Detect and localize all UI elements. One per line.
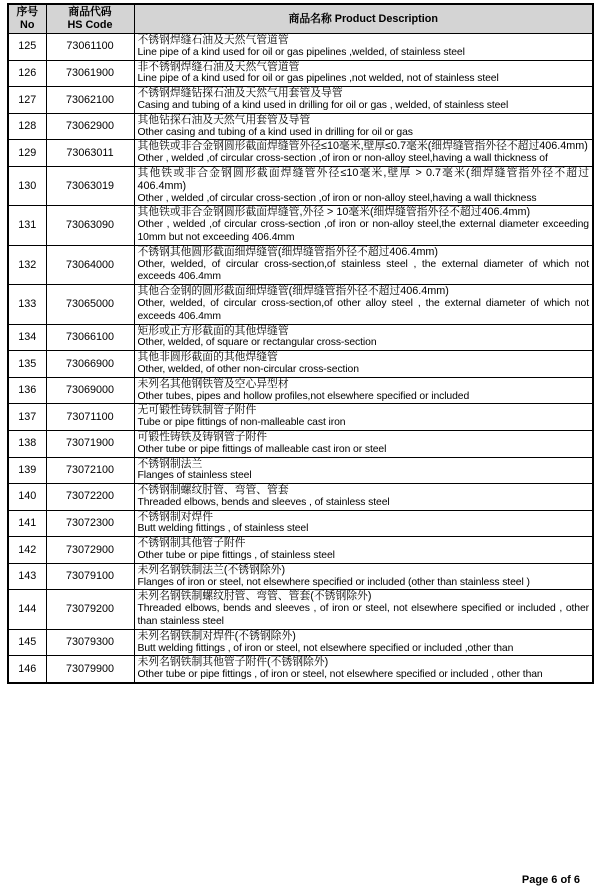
- description-cell: [134, 166, 593, 205]
- table-row: [8, 34, 593, 61]
- hs-code-cell: 73071100: [46, 404, 134, 431]
- description-cell: [134, 113, 593, 140]
- table-row: [8, 113, 593, 140]
- description-chinese: 不锈钢焊缝钻探石油及天然气用套管及导管: [137, 87, 343, 100]
- description-english: Other casing and tubing of a kind used in drilling for oil or gas: [137, 126, 413, 138]
- description-chinese: 不锈钢制法兰: [137, 457, 203, 470]
- description-chinese: 未列名其他钢铁管及空心异型材: [137, 377, 289, 390]
- description-chinese: 其他非圆形截面的其他焊缝管: [137, 351, 278, 364]
- description-chinese: 未列名钢铁制法兰(不锈钢除外): [137, 563, 286, 576]
- description-cell: [134, 206, 593, 245]
- header-no-en: No: [20, 19, 35, 31]
- row-no-cell: 141: [8, 510, 46, 537]
- hs-code-cell: 73062900: [46, 113, 134, 140]
- row-no-cell: 140: [8, 484, 46, 511]
- row-no-cell: 130: [8, 166, 46, 205]
- table-row: [8, 351, 593, 378]
- table-row: [8, 404, 593, 431]
- header-no-cn: 序号: [16, 6, 39, 18]
- description-english: Other , welded ,of circular cross-section ,of iron or non-alloy steel,the external diameter exceeding 10mm but not exceeding 406.4mm: [137, 219, 589, 243]
- table-header: [8, 4, 593, 34]
- description-english: Flanges of stainless steel: [137, 470, 252, 482]
- description-cell: [134, 563, 593, 590]
- row-no-cell: 128: [8, 113, 46, 140]
- hs-code-cell: 73066100: [46, 324, 134, 351]
- table-row: [8, 537, 593, 564]
- description-english: Other , welded ,of circular cross-section ,of iron or non-alloy steel,having a wall thickness of: [137, 153, 548, 165]
- row-no-cell: 143: [8, 563, 46, 590]
- description-chinese: 未列名钢铁制螺纹肘管、弯管、管套(不锈钢除外): [137, 590, 372, 603]
- description-cell: [134, 245, 593, 284]
- description-chinese: 其他铁或非合金钢圆形截面焊缝管外径≤10毫米,壁厚≤0.7毫米(细焊缝管指外径不超过406.4mm): [137, 140, 588, 153]
- row-no-cell: 136: [8, 377, 46, 404]
- table-row: [8, 245, 593, 284]
- hs-code-cell: 73079300: [46, 629, 134, 656]
- table-body: [8, 34, 593, 684]
- hs-code-cell: 73063090: [46, 206, 134, 245]
- description-english: Other, welded, of square or rectangular cross-section: [137, 337, 377, 349]
- hs-code-cell: 73061100: [46, 34, 134, 61]
- description-chinese: 可锻性铸铁及铸钢管子附件: [137, 430, 268, 443]
- description-cell: [134, 656, 593, 683]
- row-no-cell: 135: [8, 351, 46, 378]
- description-cell: [134, 377, 593, 404]
- table-row: [8, 629, 593, 656]
- description-chinese: 其他铁或非合金钢圆形截面焊缝管外径≤10毫米,壁厚 > 0.7毫米(细焊缝管指外径不超过406.4mm): [137, 166, 589, 192]
- description-cell: [134, 34, 593, 61]
- table-row: [8, 510, 593, 537]
- row-no-cell: 131: [8, 206, 46, 245]
- header-code-en: HS Code: [67, 19, 113, 31]
- row-no-cell: 133: [8, 285, 46, 324]
- row-no-cell: 126: [8, 60, 46, 87]
- table-row: [8, 285, 593, 324]
- page-number: Page 6 of 6: [521, 874, 580, 886]
- description-cell: [134, 87, 593, 114]
- description-cell: [134, 285, 593, 324]
- table-row: [8, 140, 593, 167]
- description-chinese: 未列名钢铁制其他管子附件(不锈钢除外): [137, 656, 329, 669]
- table-row: [8, 656, 593, 683]
- description-cell: [134, 60, 593, 87]
- description-english: Flanges of iron or steel, not elsewhere specified or included (other than stainless steel ): [137, 576, 530, 588]
- description-cell: [134, 324, 593, 351]
- description-english: Other, welded, of circular cross-section,of stainless steel , the external diameter of which not exceeds 406.4mm: [137, 258, 589, 283]
- description-english: Butt welding fittings , of iron or steel, not elsewhere specified or included ,other than: [137, 642, 514, 654]
- description-english: Casing and tubing of a kind used in drilling for oil or gas , welded, of stainless steel: [137, 99, 509, 111]
- description-cell: [134, 457, 593, 484]
- document-page: [7, 3, 594, 684]
- description-english: Butt welding fittings , of stainless steel: [137, 523, 309, 535]
- description-chinese: 矩形或正方形截面的其他焊缝管: [137, 324, 289, 337]
- hs-code-cell: 73079200: [46, 590, 134, 629]
- description-chinese: 其他合金钢的圆形截面细焊缝管(细焊缝管指外径不超过406.4mm): [137, 285, 449, 298]
- description-english: Other, welded, of other non-circular cross-section: [137, 363, 359, 375]
- row-no-cell: 125: [8, 34, 46, 61]
- hs-code-cell: 73072900: [46, 537, 134, 564]
- description-chinese: 非不锈钢焊缝石油及天然气管道管: [137, 60, 300, 73]
- description-english: Threaded elbows, bends and sleeves , of stainless steel: [137, 496, 390, 508]
- header-description-label: 商品名称 Product Description: [288, 12, 438, 25]
- description-chinese: 不锈钢制其他管子附件: [137, 537, 246, 550]
- description-english: Threaded elbows, bends and sleeves , of iron or steel, not elsewhere specified or included , other than stainless steel: [137, 603, 589, 628]
- table-row: [8, 60, 593, 87]
- description-chinese: 不锈钢制螺纹肘管、弯管、管套: [137, 484, 289, 497]
- hs-code-cell: 73061900: [46, 60, 134, 87]
- hs-code-cell: 73079100: [46, 563, 134, 590]
- row-no-cell: 145: [8, 629, 46, 656]
- description-cell: [134, 140, 593, 167]
- hs-code-cell: 73069000: [46, 377, 134, 404]
- description-chinese: 未列名钢铁制对焊件(不锈钢除外): [137, 629, 296, 642]
- row-no-cell: 142: [8, 537, 46, 564]
- description-cell: [134, 404, 593, 431]
- description-english: Other tube or pipe fittings , of iron or steel, not elsewhere specified or included , other than: [137, 669, 543, 681]
- description-chinese: 其他钻探石油及天然气用套管及导管: [137, 113, 311, 126]
- description-english: Other tubes, pipes and hollow profiles,not elsewhere specified or included: [137, 390, 470, 402]
- description-cell: [134, 590, 593, 629]
- table-row: [8, 87, 593, 114]
- table-row: [8, 377, 593, 404]
- hs-code-cell: 73072200: [46, 484, 134, 511]
- row-no-cell: 127: [8, 87, 46, 114]
- hs-code-cell: 73062100: [46, 87, 134, 114]
- header-no-cell: [8, 4, 46, 34]
- hs-code-cell: 73064000: [46, 245, 134, 284]
- description-chinese: 无可锻性铸铁制管子附件: [137, 404, 257, 417]
- row-no-cell: 146: [8, 656, 46, 683]
- description-english: Other tube or pipe fittings , of stainless steel: [137, 550, 335, 562]
- description-chinese: 不锈钢制对焊件: [137, 510, 214, 523]
- description-cell: [134, 510, 593, 537]
- table-row: [8, 590, 593, 629]
- description-english: Other , welded ,of circular cross-section ,of iron or non-alloy steel,having a wall thickness: [137, 192, 537, 204]
- table-row: [8, 484, 593, 511]
- description-chinese: 不锈钢焊缝石油及天然气管道管: [137, 34, 289, 46]
- description-cell: [134, 537, 593, 564]
- table-row: [8, 430, 593, 457]
- header-row: [8, 4, 593, 34]
- row-no-cell: 138: [8, 430, 46, 457]
- description-cell: [134, 430, 593, 457]
- hs-code-cell: 73066900: [46, 351, 134, 378]
- row-no-cell: 132: [8, 245, 46, 284]
- description-cell: [134, 629, 593, 656]
- table-row: [8, 206, 593, 245]
- description-cell: [134, 484, 593, 511]
- hs-code-cell: 73065000: [46, 285, 134, 324]
- hs-code-cell: 73072100: [46, 457, 134, 484]
- table-row: [8, 166, 593, 205]
- table-row: [8, 324, 593, 351]
- description-english: Line pipe of a kind used for oil or gas pipelines ,not welded, not of stainless steel: [137, 73, 499, 85]
- row-no-cell: 144: [8, 590, 46, 629]
- hs-code-table: [7, 3, 594, 684]
- hs-code-cell: 73071900: [46, 430, 134, 457]
- header-description-cell: [134, 4, 593, 34]
- description-cell: [134, 351, 593, 378]
- header-code-cn: 商品代码: [68, 6, 112, 18]
- description-english: Other, welded, of circular cross-section,of other alloy steel , the external diameter of which not exceeds 406.4mm: [137, 297, 589, 322]
- description-english: Line pipe of a kind used for oil or gas pipelines ,welded, of stainless steel: [137, 46, 465, 58]
- table-row: [8, 457, 593, 484]
- row-no-cell: 137: [8, 404, 46, 431]
- row-no-cell: 134: [8, 324, 46, 351]
- row-no-cell: 139: [8, 457, 46, 484]
- hs-code-cell: 73063019: [46, 166, 134, 205]
- table-row: [8, 563, 593, 590]
- hs-code-cell: 73072300: [46, 510, 134, 537]
- description-chinese: 不锈钢其他圆形截面细焊缝管(细焊缝管指外径不超过406.4mm): [137, 245, 439, 258]
- description-english: Tube or pipe fittings of non-malleable cast iron: [137, 417, 346, 429]
- description-chinese: 其他铁或非合金钢圆形截面焊缝管,外径 > 10毫米(细焊缝管指外径不超过406.4mm): [137, 206, 531, 219]
- hs-code-cell: 73063011: [46, 140, 134, 167]
- header-hs-code-cell: [46, 4, 134, 34]
- hs-code-cell: 73079900: [46, 656, 134, 683]
- description-english: Other tube or pipe fittings of malleable cast iron or steel: [137, 443, 387, 455]
- row-no-cell: 129: [8, 140, 46, 167]
